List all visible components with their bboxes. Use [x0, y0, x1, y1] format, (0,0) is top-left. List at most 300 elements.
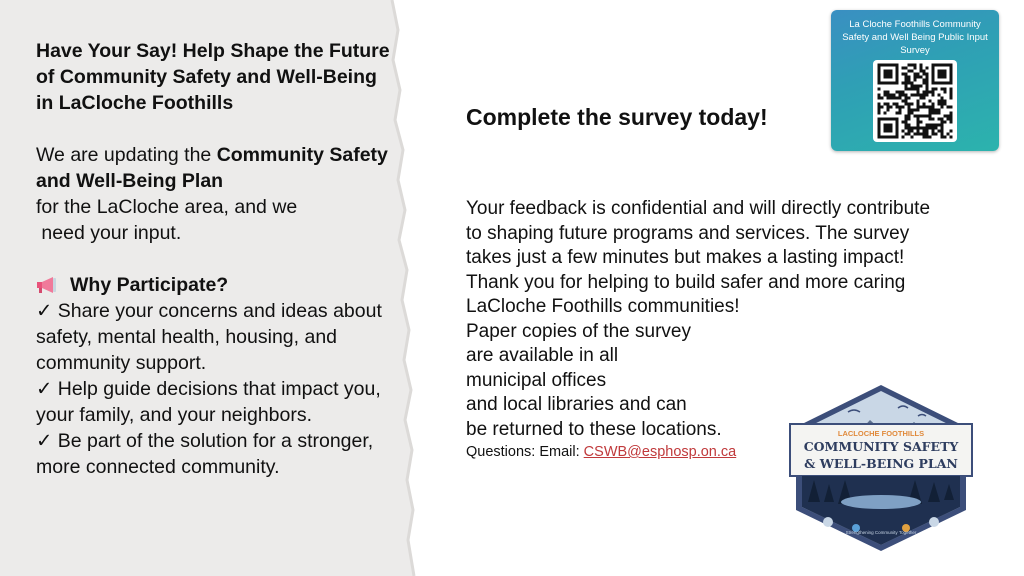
- page-title: Have Your Say! Help Shape the Future of Community Safety and Well-Being in LaCloche Foothills: [36, 40, 390, 114]
- qr-module: [890, 118, 893, 121]
- qr-module: [878, 133, 881, 136]
- qr-module: [881, 118, 884, 121]
- qr-module: [914, 64, 917, 67]
- qr-module: [896, 103, 899, 106]
- qr-module: [938, 94, 941, 97]
- intro-line-3: need your input.: [36, 222, 182, 244]
- qr-module: [881, 97, 884, 100]
- qr-module: [896, 121, 899, 124]
- qr-module: [926, 76, 929, 79]
- qr-module: [878, 94, 881, 97]
- qr-module: [908, 76, 911, 79]
- qr-module: [887, 94, 890, 97]
- qr-module: [914, 115, 917, 118]
- qr-module: [938, 112, 941, 115]
- qr-module: [908, 88, 911, 91]
- qr-module: [920, 76, 923, 79]
- qr-module: [902, 121, 905, 124]
- qr-module: [911, 94, 914, 97]
- qr-module: [890, 97, 893, 100]
- qr-module: [941, 73, 944, 76]
- qr-module: [914, 88, 917, 91]
- qr-module: [902, 94, 905, 97]
- qr-module: [947, 106, 950, 109]
- qr-module: [878, 76, 881, 79]
- qr-module: [878, 67, 881, 70]
- qr-module: [911, 82, 914, 85]
- qr-module: [878, 82, 881, 85]
- left-column: [36, 38, 396, 480]
- qr-module: [905, 79, 908, 82]
- qr-module: [896, 112, 899, 115]
- qr-module: [878, 130, 881, 133]
- questions-label: Questions: Email:: [466, 444, 584, 460]
- qr-module: [911, 70, 914, 73]
- qr-module: [908, 124, 911, 127]
- qr-module: [950, 118, 953, 121]
- qr-module: [884, 127, 887, 130]
- qr-module: [899, 112, 902, 115]
- qr-module: [884, 112, 887, 115]
- qr-module: [929, 112, 932, 115]
- qr-module: [941, 82, 944, 85]
- qr-module: [932, 82, 935, 85]
- qr-module: [911, 109, 914, 112]
- qr-module: [938, 103, 941, 106]
- qr-module: [884, 94, 887, 97]
- qr-module: [923, 115, 926, 118]
- qr-module: [935, 88, 938, 91]
- qr-module: [923, 130, 926, 133]
- qr-module: [890, 130, 893, 133]
- qr-module: [935, 112, 938, 115]
- qr-module: [944, 64, 947, 67]
- qr-module: [926, 73, 929, 76]
- intro-prefix: We are updating the: [36, 144, 217, 166]
- qr-module: [950, 106, 953, 109]
- qr-module: [932, 88, 935, 91]
- qr-module: [914, 73, 917, 76]
- qr-module: [932, 112, 935, 115]
- qr-module: [896, 124, 899, 127]
- qr-module: [935, 124, 938, 127]
- plan-name: Community Safety and Well-Being Plan: [36, 144, 388, 192]
- qr-module: [890, 73, 893, 76]
- qr-module: [941, 130, 944, 133]
- qr-module: [944, 115, 947, 118]
- qr-module: [878, 97, 881, 100]
- qr-module: [944, 103, 947, 106]
- qr-module: [947, 115, 950, 118]
- qr-module: [887, 136, 890, 139]
- qr-module: [929, 124, 932, 127]
- qr-module: [920, 85, 923, 88]
- qr-module: [950, 112, 953, 115]
- qr-module: [905, 88, 908, 91]
- qr-module: [917, 115, 920, 118]
- qr-module: [905, 127, 908, 130]
- qr-module: [878, 79, 881, 82]
- megaphone-icon: [36, 276, 60, 294]
- qr-module: [896, 82, 899, 85]
- qr-module: [938, 82, 941, 85]
- why-participate-heading: [36, 272, 396, 298]
- qr-module: [947, 82, 950, 85]
- logo-top-line: LACLOCHE FOOTHILLS: [837, 429, 925, 438]
- qr-module: [884, 130, 887, 133]
- qr-module: [902, 73, 905, 76]
- qr-module: [890, 70, 893, 73]
- qr-module: [932, 67, 935, 70]
- qr-module: [950, 67, 953, 70]
- qr-module: [899, 91, 902, 94]
- paper-copies-line: Paper copies of the survey: [466, 320, 691, 342]
- qr-module: [884, 73, 887, 76]
- qr-module: [941, 97, 944, 100]
- qr-module: [914, 127, 917, 130]
- qr-module: [887, 124, 890, 127]
- qr-module: [941, 64, 944, 67]
- qr-module: [941, 124, 944, 127]
- qr-module: [926, 85, 929, 88]
- qr-module: [911, 64, 914, 67]
- qr-module: [938, 109, 941, 112]
- qr-module: [920, 64, 923, 67]
- qr-module: [878, 124, 881, 127]
- qr-module: [887, 70, 890, 73]
- qr-module: [902, 130, 905, 133]
- qr-module: [923, 82, 926, 85]
- qr-module: [941, 106, 944, 109]
- qr-module: [935, 64, 938, 67]
- qr-module: [878, 73, 881, 76]
- qr-module: [908, 115, 911, 118]
- qr-module: [944, 91, 947, 94]
- qr-module: [950, 73, 953, 76]
- qr-module: [941, 88, 944, 91]
- qr-module: [926, 106, 929, 109]
- qr-module: [941, 133, 944, 136]
- qr-module: [920, 133, 923, 136]
- qr-module: [896, 133, 899, 136]
- qr-module: [902, 82, 905, 85]
- qr-module: [917, 121, 920, 124]
- qr-module: [899, 97, 902, 100]
- qr-module: [920, 106, 923, 109]
- qr-module: [944, 100, 947, 103]
- qr-module: [920, 70, 923, 73]
- qr-module: [932, 118, 935, 121]
- qr-module: [896, 76, 899, 79]
- qr-code-icon[interactable]: [873, 60, 957, 142]
- qr-module: [905, 76, 908, 79]
- qr-module: [917, 124, 920, 127]
- qr-module: [926, 130, 929, 133]
- qr-module: [926, 124, 929, 127]
- qr-module: [950, 70, 953, 73]
- qr-module: [932, 91, 935, 94]
- qr-module: [902, 91, 905, 94]
- qr-module: [917, 76, 920, 79]
- qr-module: [941, 136, 944, 139]
- qr-module: [887, 97, 890, 100]
- qr-module: [917, 88, 920, 91]
- qr-module: [911, 127, 914, 130]
- qr-module: [887, 118, 890, 121]
- qr-module: [911, 88, 914, 91]
- qr-module: [887, 127, 890, 130]
- qr-module: [950, 91, 953, 94]
- qr-module: [905, 133, 908, 136]
- qr-module: [893, 136, 896, 139]
- qr-module: [911, 85, 914, 88]
- qr-module: [887, 64, 890, 67]
- qr-module: [941, 70, 944, 73]
- qr-module: [917, 100, 920, 103]
- qr-module: [905, 124, 908, 127]
- qr-module: [905, 73, 908, 76]
- qr-module: [944, 136, 947, 139]
- qr-module: [896, 73, 899, 76]
- qr-module: [896, 67, 899, 70]
- qr-module: [923, 136, 926, 139]
- qr-module: [923, 103, 926, 106]
- qr-module: [896, 118, 899, 121]
- qr-module: [890, 64, 893, 67]
- qr-module: [893, 82, 896, 85]
- qr-module: [887, 109, 890, 112]
- qr-module: [878, 112, 881, 115]
- qr-module: [926, 79, 929, 82]
- logo-line-2: & WELL-BEING PLAN: [804, 456, 958, 471]
- qr-module: [917, 73, 920, 76]
- qr-module: [926, 82, 929, 85]
- qr-module: [938, 118, 941, 121]
- qr-module: [947, 64, 950, 67]
- qr-module: [923, 73, 926, 76]
- qr-module: [908, 130, 911, 133]
- qr-module: [878, 106, 881, 109]
- email-link[interactable]: CSWB@esphosp.on.ca: [583, 444, 737, 460]
- qr-module: [887, 91, 890, 94]
- qr-module: [914, 133, 917, 136]
- qr-module: [893, 118, 896, 121]
- qr-module: [941, 100, 944, 103]
- qr-module: [920, 115, 923, 118]
- qr-module: [914, 109, 917, 112]
- intro-line-2: for the LaCloche area, and we: [36, 196, 298, 218]
- qr-module: [938, 130, 941, 133]
- qr-module: [917, 133, 920, 136]
- qr-code-frame[interactable]: [873, 60, 957, 142]
- qr-module: [884, 124, 887, 127]
- qr-module: [920, 121, 923, 124]
- bullet-item: ✓ Share your concerns and ideas about safety, mental health, housing, and community support.: [36, 300, 382, 374]
- qr-module: [878, 109, 881, 112]
- qr-module: [944, 73, 947, 76]
- qr-module: [941, 127, 944, 130]
- qr-module: [893, 94, 896, 97]
- qr-module: [926, 115, 929, 118]
- qr-module: [887, 73, 890, 76]
- qr-module: [887, 106, 890, 109]
- why-participate-label: Why Participate?: [70, 274, 229, 296]
- qr-module: [950, 136, 953, 139]
- qr-module: [911, 112, 914, 115]
- qr-module: [893, 103, 896, 106]
- qr-module: [950, 82, 953, 85]
- qr-module: [884, 70, 887, 73]
- qr-module: [929, 106, 932, 109]
- logo-line-1: COMMUNITY SAFETY: [803, 439, 959, 454]
- qr-module: [920, 127, 923, 130]
- qr-module: [905, 94, 908, 97]
- qr-module: [908, 64, 911, 67]
- qr-module: [884, 103, 887, 106]
- qr-module: [878, 121, 881, 124]
- qr-module: [905, 67, 908, 70]
- qr-module: [932, 70, 935, 73]
- qr-module: [935, 127, 938, 130]
- qr-module: [950, 94, 953, 97]
- qr-module: [896, 136, 899, 139]
- qr-module: [920, 97, 923, 100]
- qr-module: [923, 127, 926, 130]
- qr-module: [932, 109, 935, 112]
- qr-module: [929, 100, 932, 103]
- qr-module: [950, 130, 953, 133]
- qr-module: [932, 79, 935, 82]
- qr-module: [917, 109, 920, 112]
- qr-module: [908, 118, 911, 121]
- qr-module: [878, 88, 881, 91]
- qr-module: [887, 103, 890, 106]
- qr-module: [923, 133, 926, 136]
- qr-module: [884, 64, 887, 67]
- qr-module: [950, 97, 953, 100]
- bullet-item: ✓ Be part of the solution for a stronger, more connected community.: [36, 430, 374, 478]
- paper-copies-line: are available in all: [466, 345, 619, 366]
- qr-module: [932, 130, 935, 133]
- qr-module: [914, 67, 917, 70]
- qr-module: [908, 97, 911, 100]
- qr-module: [917, 85, 920, 88]
- qr-module: [890, 94, 893, 97]
- qr-module: [938, 76, 941, 79]
- qr-module: [905, 115, 908, 118]
- qr-module: [932, 124, 935, 127]
- qr-module: [929, 136, 932, 139]
- qr-module: [884, 91, 887, 94]
- qr-module: [929, 109, 932, 112]
- qr-module: [911, 103, 914, 106]
- qr-module: [944, 70, 947, 73]
- qr-module: [932, 106, 935, 109]
- qr-module: [905, 103, 908, 106]
- qr-module: [884, 118, 887, 121]
- qr-module: [950, 64, 953, 67]
- qr-module: [932, 103, 935, 106]
- qr-module: [947, 118, 950, 121]
- qr-module: [926, 67, 929, 70]
- qr-module: [881, 136, 884, 139]
- qr-module: [941, 121, 944, 124]
- qr-module: [902, 67, 905, 70]
- qr-module: [890, 82, 893, 85]
- qr-module: [890, 127, 893, 130]
- qr-module: [926, 136, 929, 139]
- qr-module: [890, 136, 893, 139]
- qr-module: [902, 106, 905, 109]
- qr-card[interactable]: [831, 10, 999, 151]
- bullet-item: ✓ Help guide decisions that impact you, your family, and your neighbors.: [36, 378, 381, 426]
- qr-module: [926, 91, 929, 94]
- qr-module: [935, 133, 938, 136]
- qr-module: [935, 82, 938, 85]
- qr-module: [890, 106, 893, 109]
- qr-module: [917, 103, 920, 106]
- qr-module: [884, 82, 887, 85]
- qr-module: [890, 124, 893, 127]
- qr-module: [908, 70, 911, 73]
- feedback-paragraph: Your feedback is confidential and will directly contribute to shaping future programs and services. The survey takes just a few minutes but makes a lasting impact!: [466, 198, 931, 268]
- qr-module: [932, 94, 935, 97]
- qr-module: [896, 127, 899, 130]
- qr-module: [914, 85, 917, 88]
- qr-module: [932, 73, 935, 76]
- cswb-logo: [788, 382, 974, 554]
- survey-heading: Complete the survey today!: [466, 104, 768, 130]
- qr-module: [932, 64, 935, 67]
- qr-module: [914, 76, 917, 79]
- qr-module: [938, 73, 941, 76]
- qr-module: [893, 64, 896, 67]
- qr-module: [905, 100, 908, 103]
- qr-module: [899, 106, 902, 109]
- qr-module: [908, 112, 911, 115]
- paper-copies-line: and local libraries and can: [466, 394, 687, 415]
- qr-module: [926, 133, 929, 136]
- qr-module: [950, 115, 953, 118]
- qr-module: [890, 76, 893, 79]
- qr-card-title: La Cloche Foothills Community Safety and Well Being Public Input Survey: [842, 19, 988, 56]
- qr-module: [950, 76, 953, 79]
- qr-module: [938, 70, 941, 73]
- qr-module: [911, 130, 914, 133]
- qr-module: [908, 79, 911, 82]
- qr-module: [917, 127, 920, 130]
- paper-copies-line: municipal offices: [466, 369, 607, 391]
- qr-module: [905, 85, 908, 88]
- qr-module: [923, 91, 926, 94]
- qr-module: [908, 103, 911, 106]
- qr-module: [923, 97, 926, 100]
- qr-module: [923, 70, 926, 73]
- qr-module: [908, 82, 911, 85]
- qr-module: [950, 121, 953, 124]
- qr-module: [929, 118, 932, 121]
- qr-module: [908, 133, 911, 136]
- qr-module: [923, 106, 926, 109]
- qr-module: [926, 94, 929, 97]
- qr-module: [887, 76, 890, 79]
- thanks-paragraph: Thank you for helping to build safer and more caring LaCloche Foothills communities!: [466, 271, 906, 317]
- qr-module: [899, 109, 902, 112]
- qr-module: [878, 64, 881, 67]
- qr-module: [896, 106, 899, 109]
- logo-tagline: Strengthening Community Together: [845, 530, 917, 535]
- qr-module: [920, 67, 923, 70]
